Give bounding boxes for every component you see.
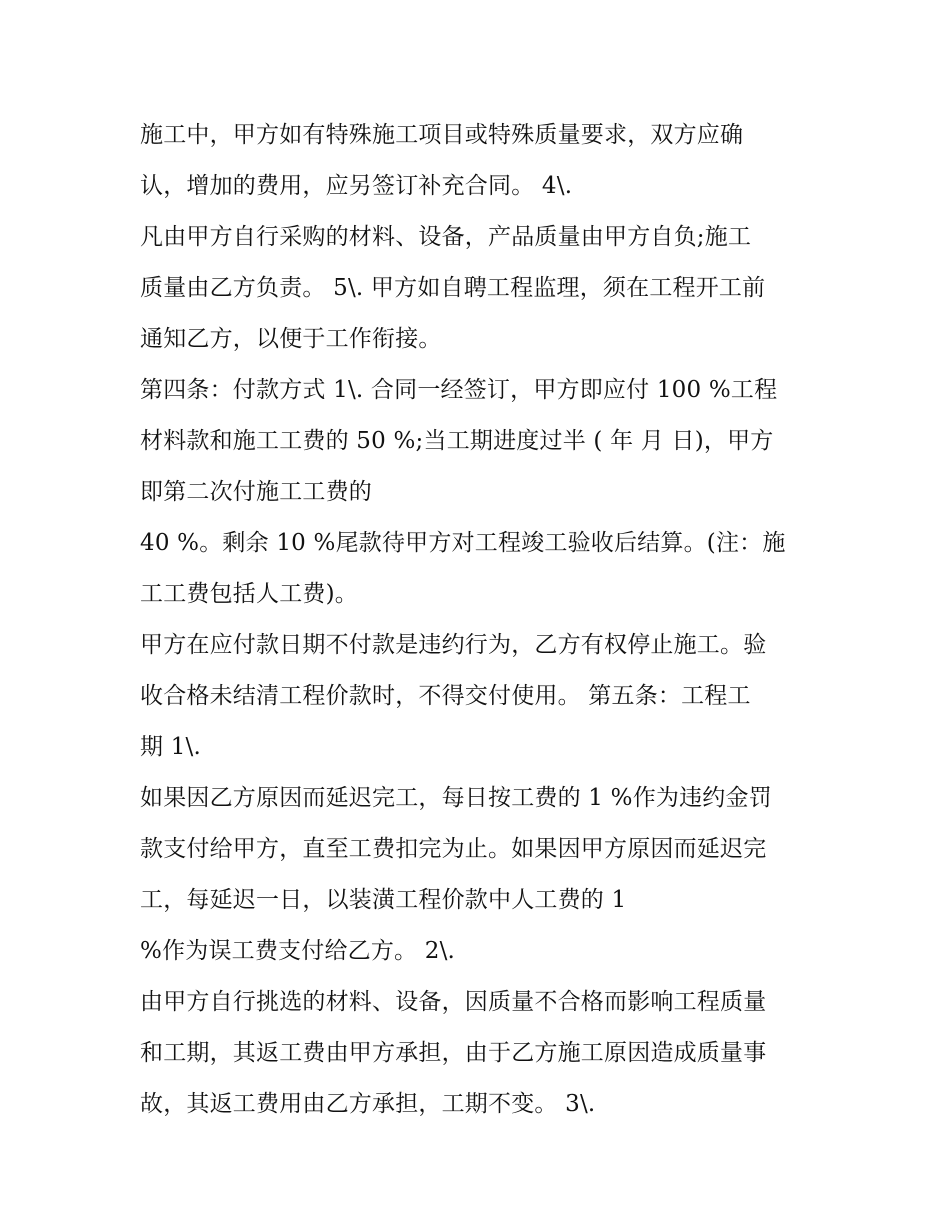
text-line-19: 和工期，其返工费由甲方承担，由于乙方施工原因造成质量事 xyxy=(140,1040,767,1066)
text-line-16: 工，每延迟一日，以装潢工程价款中人工费的 1 xyxy=(140,887,627,913)
text-line-14: 如果因乙方原因而延迟完工，每日按工费的 1 %作为违约金罚 xyxy=(140,785,772,811)
text-line-13: 期 1\. xyxy=(140,734,202,760)
text-line-8: 即第二次付施工工费的 xyxy=(140,479,372,505)
text-line-6: 第四条：付款方式 1\. 合同一经签订，甲方即应付 100 %工程 xyxy=(140,377,778,403)
text-line-2: 认，增加的费用，应另签订补充合同。 4\. xyxy=(140,173,573,199)
text-line-1: 施工中，甲方如有特殊施工项目或特殊质量要求，双方应确 xyxy=(140,122,744,148)
contract-text xyxy=(140,110,830,1130)
text-line-7: 材料款和施工工费的 50 %;当工期进度过半 ( 年 月 日)，甲方 xyxy=(140,428,774,454)
text-line-3: 凡由甲方自行采购的材料、设备，产品质量由甲方自负;施工 xyxy=(140,224,752,250)
text-line-15: 款支付给甲方，直至工费扣完为止。如果因甲方原因而延迟完 xyxy=(140,836,767,862)
text-line-9: 40 %。剩余 10 %尾款待甲方对工程竣工验收后结算。(注：施 xyxy=(140,530,786,556)
text-line-18: 由甲方自行挑选的材料、设备，因质量不合格而影响工程质量 xyxy=(140,989,767,1015)
text-line-17: %作为误工费支付给乙方。 2\. xyxy=(140,938,456,964)
text-line-20: 故，其返工费用由乙方承担，工期不变。 3\. xyxy=(140,1091,596,1117)
text-line-11: 甲方在应付款日期不付款是违约行为，乙方有权停止施工。验 xyxy=(140,632,767,658)
text-line-12: 收合格未结清工程价款时，不得交付使用。 第五条：工程工 xyxy=(140,683,751,709)
text-line-5: 通知乙方，以便于工作衔接。 xyxy=(140,326,442,352)
text-line-4: 质量由乙方负责。 5\. 甲方如自聘工程监理，须在工程开工前 xyxy=(140,275,766,301)
text-line-10: 工工费包括人工费)。 xyxy=(140,581,358,607)
